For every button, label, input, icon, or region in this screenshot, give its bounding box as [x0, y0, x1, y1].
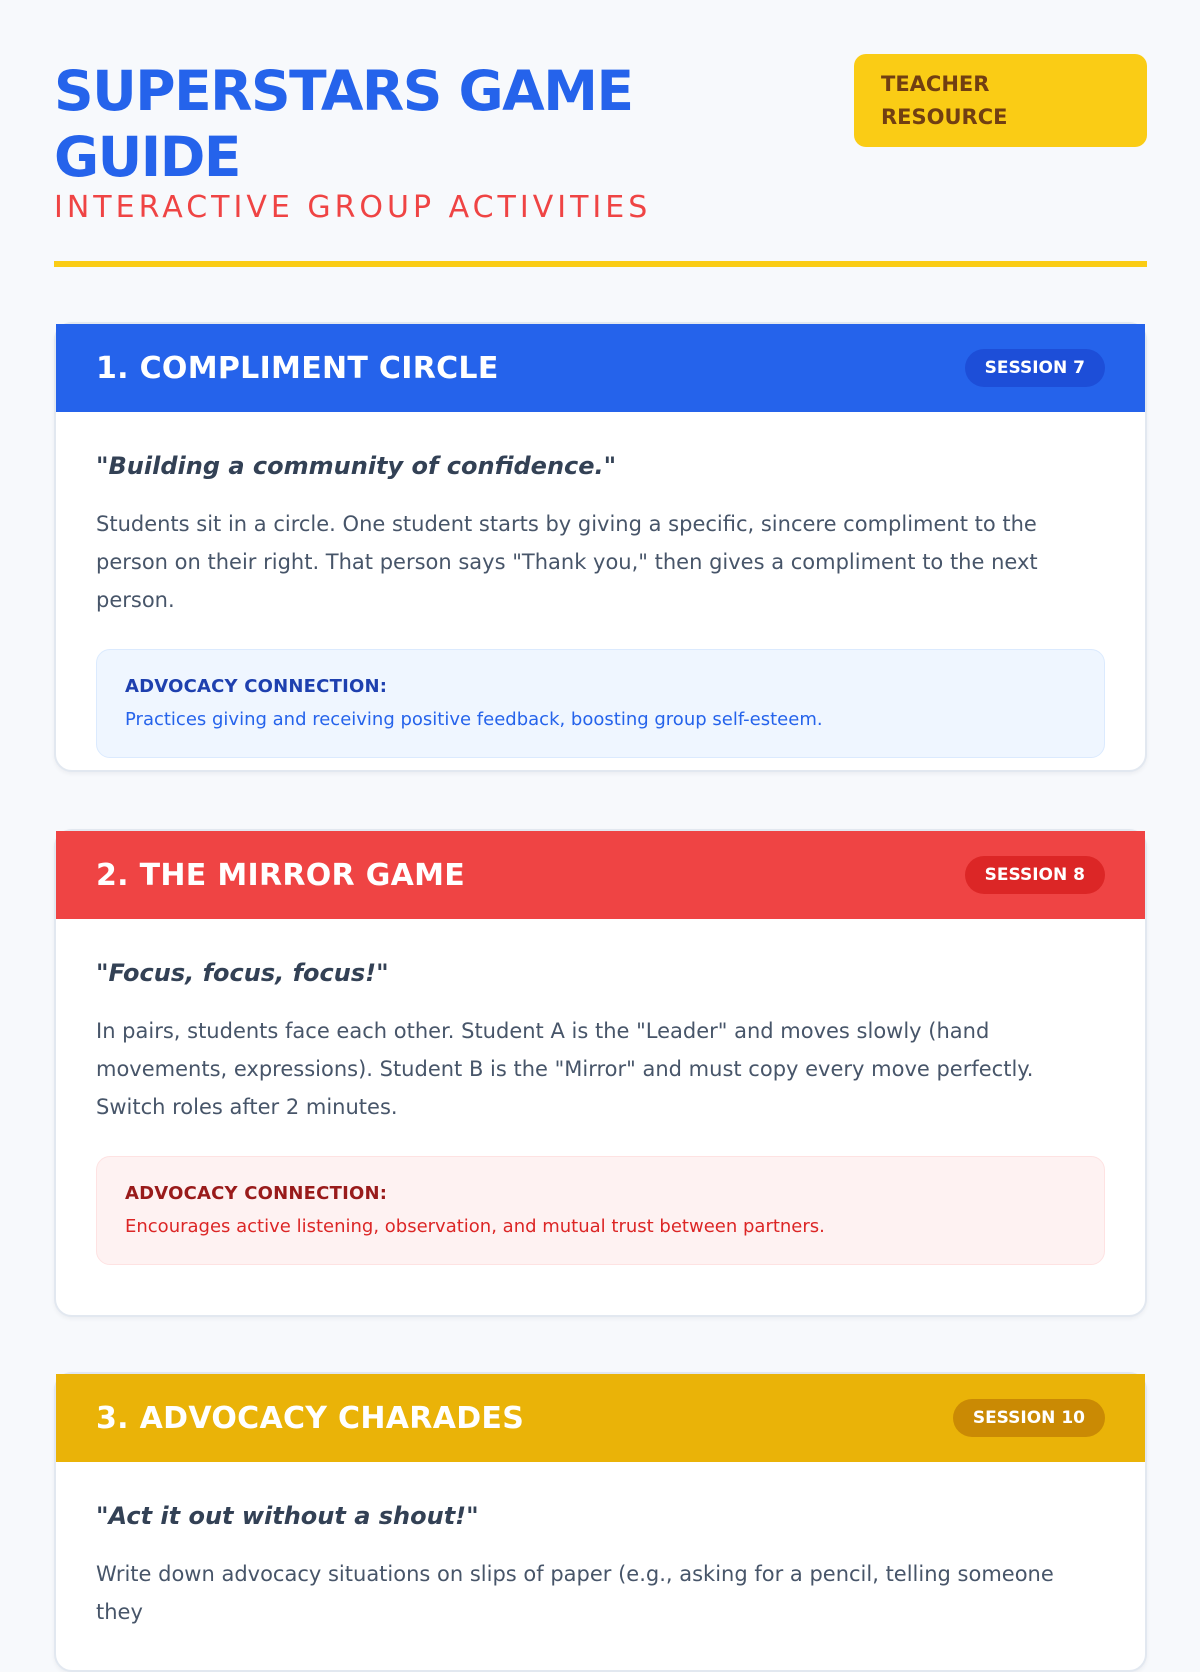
- card-header: [56, 1374, 1145, 1462]
- advocacy-connection-label: ADVOCACY CONNECTION:: [125, 1183, 388, 1204]
- game-card-advocacy-charades: [54, 1372, 1147, 1672]
- card-quote: "Act it out without a shout!": [96, 1502, 479, 1530]
- card-description: Students sit in a circle. One student starts by giving a specific, sincere compliment to the person on their right. That person says "Thank you," then gives a compliment to the next person.: [96, 512, 1038, 612]
- page-header: [54, 0, 1147, 268]
- advocacy-connection-text: Encourages active listening, observation, and mutual trust between partners.: [125, 1216, 825, 1237]
- game-card-mirror-game: [54, 829, 1147, 1317]
- advocacy-connection-label: ADVOCACY CONNECTION:: [125, 676, 388, 697]
- card-body: [56, 1462, 1145, 1671]
- session-badge: SESSION 10: [953, 1399, 1105, 1437]
- card-description: In pairs, students face each other. Student A is the "Leader" and moves slowly (hand movements, expressions). Student B is the "Mirror" and must copy every move perfectly. Switch roles after 2 minutes.: [96, 1019, 1034, 1119]
- card-body: [56, 919, 1145, 1305]
- card-description: Write down advocacy situations on slips of paper (e.g., asking for a pencil, telling someone they: [96, 1562, 1054, 1624]
- card-header: [56, 324, 1145, 412]
- page: [54, 0, 1147, 1624]
- card-header: [56, 831, 1145, 919]
- session-badge: SESSION 8: [965, 856, 1105, 894]
- game-card-compliment-circle: [54, 322, 1147, 772]
- teacher-resource-badge: TEACHER RESOURCE: [854, 54, 1147, 147]
- card-title: 2. THE MIRROR GAME: [96, 857, 466, 893]
- advocacy-connection-box: [96, 1156, 1105, 1265]
- card-body: [56, 412, 1145, 798]
- page-title: SUPERSTARS GAME GUIDE: [54, 59, 633, 189]
- advocacy-connection-box: [96, 649, 1105, 758]
- advocacy-connection-text: Practices giving and receiving positive feedback, boosting group self-esteem.: [125, 709, 823, 730]
- card-quote: "Focus, focus, focus!": [96, 959, 389, 987]
- card-title: 1. COMPLIMENT CIRCLE: [96, 350, 499, 386]
- card-quote: "Building a community of confidence.": [96, 452, 617, 480]
- header-divider: [54, 261, 1147, 267]
- session-badge: SESSION 7: [965, 349, 1105, 387]
- page-subtitle: INTERACTIVE GROUP ACTIVITIES: [54, 190, 652, 225]
- card-title: 3. ADVOCACY CHARADES: [96, 1400, 525, 1436]
